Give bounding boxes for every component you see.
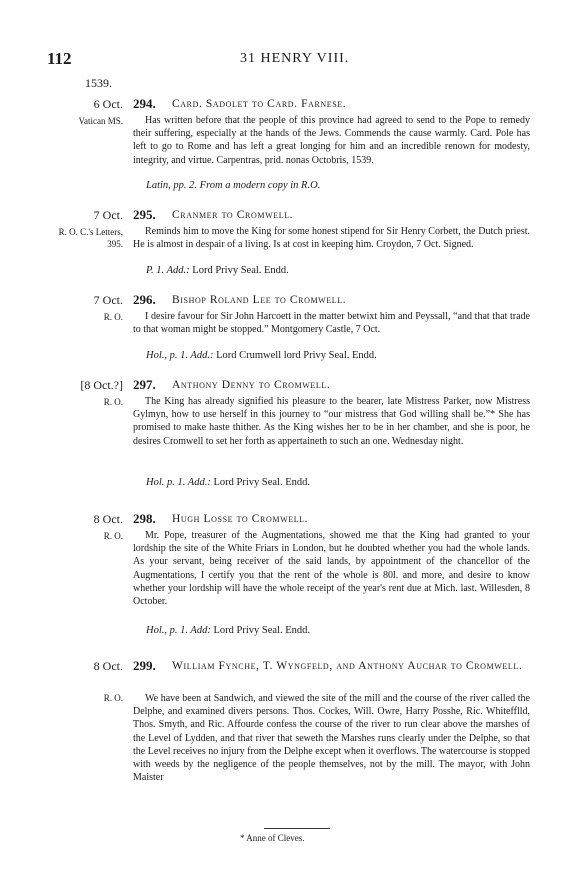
footnote: * Anne of Cleves. <box>240 833 305 843</box>
entry-body: Mr. Pope, treasurer of the Augmentations, showed me that the King had granted to your lordship the site of the White Friars in London, but he doubted whether you had the whole lands. As your servant, being receiver of the said lands, by appointment of the chancellor of the Augmentations, I certify you that the rent of the whole is 80l. and more, and desire to know whether your lordship will have the whole receipt of the year's rent due at Mich. last. Willesden, 8 October. <box>133 530 530 608</box>
entry-source: Vatican MS. <box>78 116 123 126</box>
entry-body: I desire favour for Sir John Harcoett in the matter betwixt him and Peyssall, “and that that trade to that woman might be stopped.” Montgomery Castle, 7 Oct. <box>133 311 530 336</box>
footnote-rule <box>264 828 330 829</box>
year-label: 1539. <box>85 76 112 90</box>
entry-date: 8 Oct. <box>93 659 123 673</box>
entry-number: 298. <box>133 511 156 526</box>
entry-date: [8 Oct.?] <box>80 378 123 392</box>
entry-description: Hol., p. 1. Add: Lord Privy Seal. Endd. <box>146 625 311 636</box>
entry-body: Reminds him to move the King for some honest stipend for Sir Henry Corbett, the Dutch priest. He is almost in despair of a living. Is at cost in keeping him. Croydon, 7 Oct. Signed. <box>133 226 530 251</box>
entry-source: R. O. C.'s Letters, 395. <box>58 227 123 249</box>
entry-description: Hol. p. 1. Add.: Lord Privy Seal. Endd. <box>146 477 311 488</box>
entry-date: 6 Oct. <box>93 97 123 111</box>
entry-body: Has written before that the people of this province had agreed to send to the Pope to remedy their suffering, especially at the hands of the Jews. Commends the cause warmly. Card. Pole has left to go to Rome and has left a great longing for him and an incredible renown for modesty, integrity, and virtue. Carpentras, prid. nonas Octobris, 1539. <box>133 115 530 166</box>
entry-body: We have been at Sandwich, and viewed the site of the mill and the course of the river called the Delphe, and examined divers persons. Thos. Cockes, Will. Owre, Harry Posshe, Ric. Whitefflld, Thos. Smyth, and Ric. Affourde confess the course of the river to run clear above the marshes of the Level of Lydden, and that river that seweth the Marshes runs clearly under the Delphe, so that the Level receives no injury from the Delphe except when it overflows. The watercourse is stopped with weeds by the negligence of the people themselves, not by the mill. The mayor, with John Maister <box>133 693 530 784</box>
entry-source: R. O. <box>103 693 123 703</box>
entry-date: 8 Oct. <box>93 512 123 526</box>
entry-date: 7 Oct. <box>93 208 123 222</box>
entry-body: The King has already signified his pleasure to the bearer, late Mistress Parker, now Mistress Gylmyn, how to use herself in this journey to “our mistress that God willing shall be.”* She has promised to make haste thither. As the King wishes her to be in her chamber, and she is poor, he desires Cromwell to set her forth as appertaineth to such an one. Wednesday night. <box>133 396 530 447</box>
entry-title: Card. Sadolet to Card. Farnese. <box>172 98 347 110</box>
entry-description: P. 1. Add.: Lord Privy Seal. Endd. <box>146 265 289 276</box>
entry-description: Latin, pp. 2. From a modern copy in R.O. <box>146 180 321 191</box>
page-number: 112 <box>47 49 72 68</box>
entry-title: Anthony Denny to Cromwell. <box>172 379 331 391</box>
running-head: 31 HENRY VIII. <box>240 51 350 66</box>
entry-source: R. O. <box>103 531 123 541</box>
entry-source: R. O. <box>103 397 123 407</box>
entry-number: 294. <box>133 96 156 111</box>
entry-number: 299. <box>133 658 156 673</box>
entry-title: Cranmer to Cromwell. <box>172 209 294 221</box>
entry-number: 297. <box>133 377 156 392</box>
entry-number: 296. <box>133 292 156 307</box>
entry-date: 7 Oct. <box>93 293 123 307</box>
entry-description: Hol., p. 1. Add.: Lord Crumwell lord Privy Seal. Endd. <box>146 350 377 361</box>
entry-title: Bishop Roland Lee to Cromwell. <box>172 294 347 306</box>
entry-title: Hugh Losse to Cromwell. <box>172 513 309 525</box>
entry-title: William Fynche, T. Wyngfeld, and Anthony Auchar to Cromwell. <box>172 660 523 672</box>
entry-source: R. O. <box>103 312 123 322</box>
entry-number: 295. <box>133 207 156 222</box>
